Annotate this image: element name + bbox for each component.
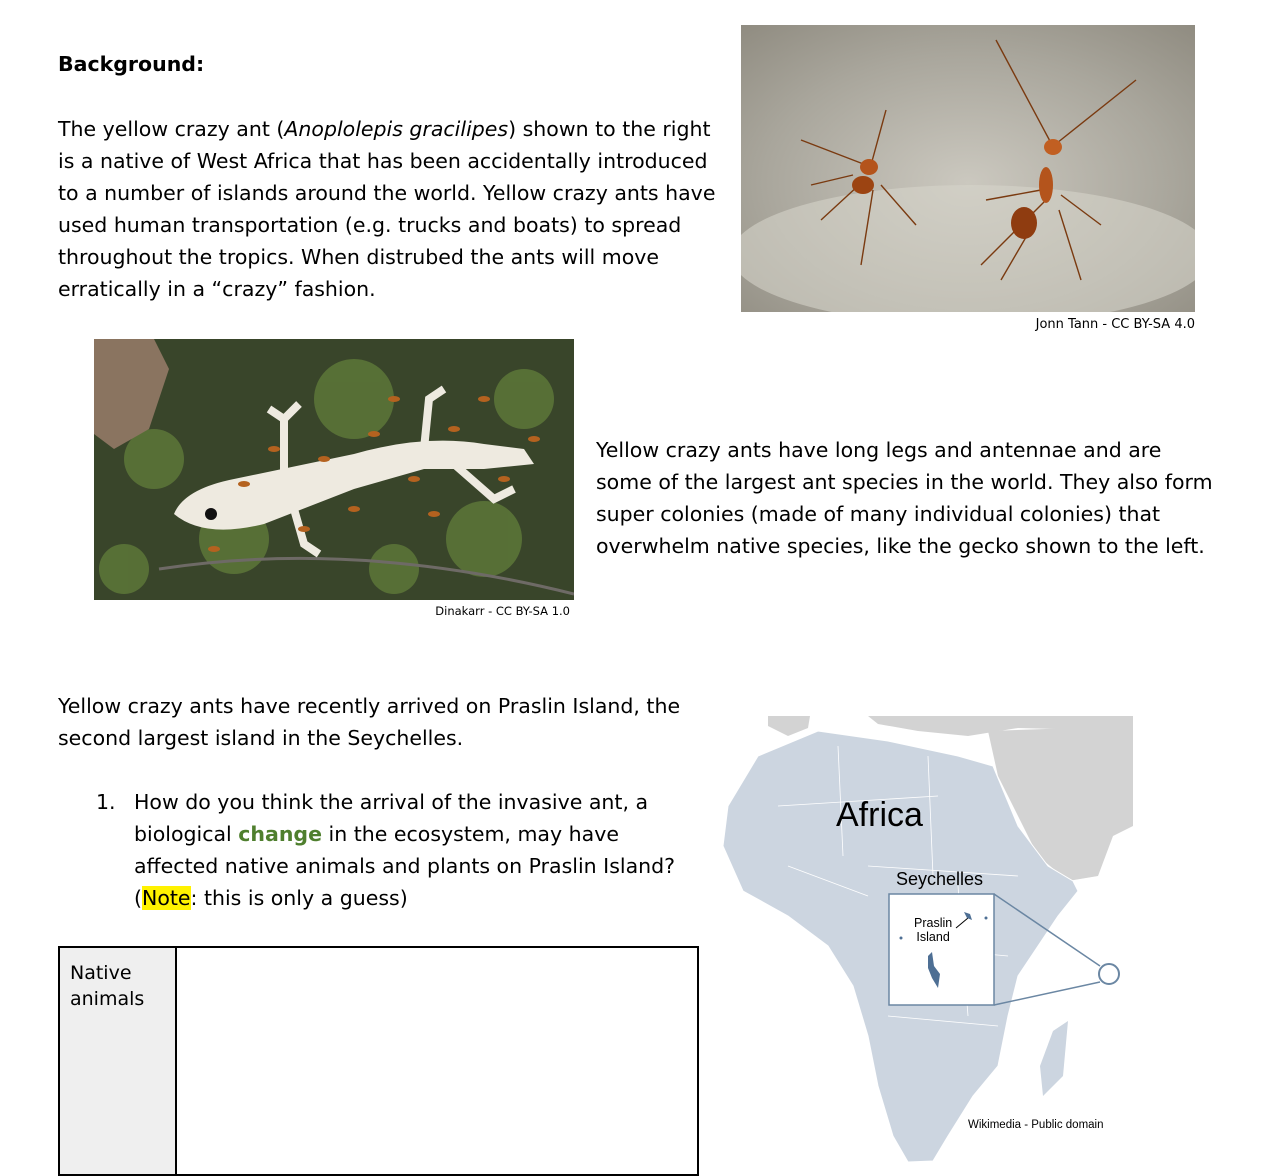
africa-label: Africa: [836, 796, 923, 834]
table-row: [59, 947, 698, 1175]
praslin-paragraph: Yellow crazy ants have recently arrived on Praslin Island, the second largest island in the Seychelles.: [58, 694, 681, 750]
africa-seychelles-map: [718, 716, 1133, 1162]
background-heading: Background:: [58, 52, 205, 76]
gecko-with-ants-photo: [94, 339, 574, 600]
keyword-change: change: [238, 822, 323, 846]
praslin-island-label: Praslin Island: [914, 916, 953, 944]
native-animals-label: Native animals: [59, 947, 176, 1175]
native-animals-answer-cell[interactable]: [176, 947, 698, 1175]
species-name: Anoplolepis gracilipes: [284, 117, 509, 141]
ant-description-paragraph: Yellow crazy ants have long legs and antennae and are some of the largest ant species in the world. They also form super colonies (made of many individual colonies) that overwhelm native species, like the gecko shown to the left.: [596, 438, 1213, 558]
yellow-crazy-ant-photo: [741, 25, 1195, 312]
seychelles-label: Seychelles: [896, 869, 984, 889]
intro-paragraph: The yellow crazy ant (Anoplolepis gracilipes) shown to the right is a native of West Africa that has been accidentally introduced to a number of islands around the world. Yellow crazy ants have used human transportation (e.g. trucks and boats) to spread throughout the tropics. When distrubed the ants will move erratically in a “crazy” fashion.: [58, 117, 716, 301]
answer-table: [58, 946, 699, 1176]
question-1-text: How do you think the arrival of the invasive ant, a biological change in the ecosystem, may have affected native animals and plants on Praslin Island? (Note: this is only a guess): [134, 790, 676, 910]
map-credit: Wikimedia - Public domain: [968, 1119, 1104, 1131]
gecko-photo-credit: Dinakarr - CC BY-SA 1.0: [435, 604, 570, 618]
question-number: 1.: [96, 790, 116, 814]
ant-photo-credit: Jonn Tann - CC BY-SA 4.0: [1035, 317, 1195, 332]
note-highlight: Note: [142, 886, 191, 910]
